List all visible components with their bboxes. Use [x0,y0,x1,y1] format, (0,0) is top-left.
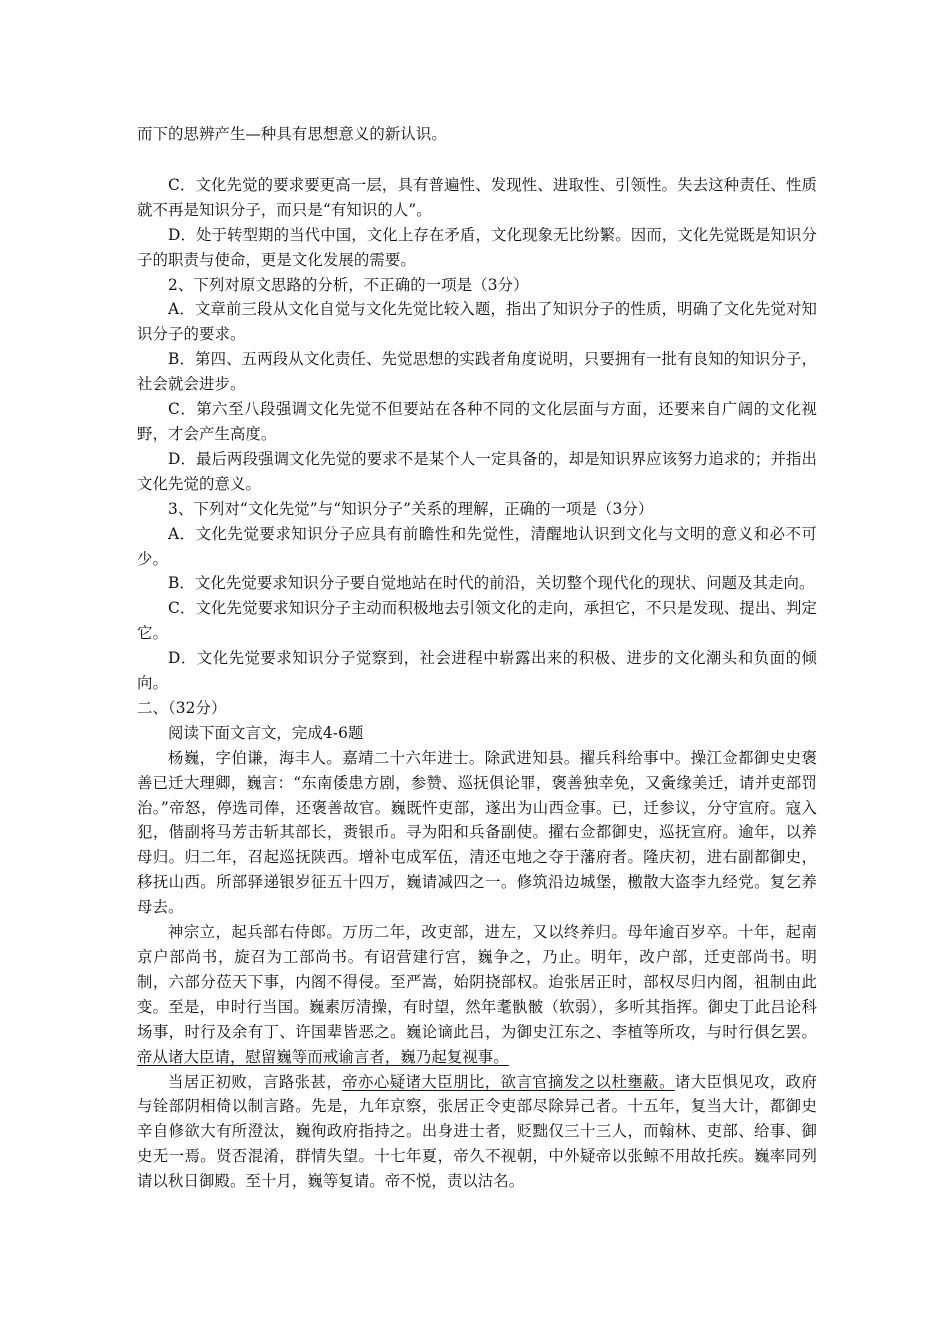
q3-option-d: D．文化先觉要求知识分子觉察到，社会进程中崭露出来的积极、进步的文化潮头和负面的倾向。 [137,649,817,693]
q1-option-c: C．文化先觉的要求要更高一层，具有普遍性、发现性、进取性、引领性。失去这种责任、性质就不再是知识分子，而只是“有知识的人”。 [137,175,817,219]
exam-page [137,122,817,1194]
classical-text-paragraph-3 [137,1070,817,1195]
paragraph-gap [137,147,817,173]
q2-option-b: B．第四、五两段从文化责任、先觉思想的实践者角度说明，只要拥有一批有良知的知识分子，社会就会进步。 [137,350,817,394]
section-instruction: 阅读下面文言文，完成4-6题 [168,723,364,742]
section-heading: 二、（32分） [137,698,227,717]
q2-option-d: D．最后两段强调文化先觉的要求不是某个人一定具备的，却是知识界应该努力追求的；并指出文化先觉的意义。 [137,449,817,493]
underlined-sentence-1: 帝从诸大臣请，慰留巍等而戒谕言者，巍乃起复视事。 [137,1047,509,1066]
classical-text-paragraph-1: 杨巍，字伯谦，海丰人。嘉靖二十六年进士。除武进知县。擢兵科给事中。操江佥都御史史褒善已迁大理卿，巍言：“东南倭患方剧，参赞、巡抚俱论罪，褒善独幸免，又夤缘美迁，请并吏部罚治。”帝怒，停选司俸，还褒善故官。巍既忤吏部，遂出为山西佥事。已，迁参议，分守宣府。寇入犯，偕副将马芳击斩其部长，赉银币。寻为阳和兵备副使。擢右佥都御史，巡抚宣府。逾年，以养母归。归二年，召起巡抚陕西。增补屯成军伍，清还屯地之夺于藩府者。隆庆初，进右副都御史，移抚山西。所部驿递银岁征五十四万，巍请减四之一。修筑沿边城堡，檄散大盗李九经党。复乞养母去。 [137,748,817,917]
q2-option-c: C．第六至八段强调文化先觉不但要站在各种不同的文化层面与方面，还要来自广阔的文化视野，才会产生高度。 [137,400,817,443]
q2-option-a: A．文章前三段从文化自觉与文化先觉比较入题，指出了知识分子的性质，明确了文化先觉对知识分子的要求。 [137,300,817,344]
q1-option-d: D．处于转型期的当代中国，文化上存在矛盾，文化现象无比纷繁。因而，文化先觉既是知识分子的职责与使命，更是文化发展的需要。 [137,225,817,269]
paragraph-3-text-before: 当居正初败，言路张甚， [168,1072,343,1091]
paragraph-3-text-after: 诸大臣惧见攻，政府与铨部阴相倚以制言路。先是，九年京察，张居正令吏部尽除异己者。十五年，复当大计，都御史辛自修欲大有所澄汰，巍徇政府指持之。出身进士者，贬黜仅三十三人，而翰林、吏部、给事、御史无一焉。贤否混淆，群情失望。十七年夏，帝久不视朝，中外疑帝以张鲸不用故托疾。巍率同列请以秋日御殿。至十月，巍等复请。帝不悦，责以沽名。 [137,1072,818,1191]
paragraph-2-text: 神宗立，起兵部右侍郎。万历二年，改吏部，进左，又以终养归。母年逾百岁卒。十年，起南京户部尚书，旋召为工部尚书。有诏营建行宫，巍争之，乃止。明年，改户部，迁吏部尚书。明制，六部分莅天下事，内阁不得侵。至严嵩，始阴挠部权。迨张居正时，部权尽归内阁，祖制由此变。至是，申时行当国。巍素厉清操，有时望，然年耄骫骳（软弱），多听其指挥。御史丁此吕论科场事，时行及余有丁、许国辈皆恶之。巍论谪此吕，为御史江东之、李植等所攻，与时行俱乞罢。 [137,923,817,1041]
q3-stem: 3、下列对“文化先觉”与“知识分子”关系的理解，正确的一项是（3分） [168,499,654,518]
q3-option-a: A．文化先觉要求知识分子应具有前瞻性和先觉性，清醒地认识到文化与文明的意义和必不可少。 [137,524,817,568]
lead-line: 而下的思辨产生—种具有思想意义的新认识。 [137,125,447,143]
underlined-sentence-2: 帝亦心疑诸大臣朋比，欲言官摘发之以杜壅蔽。 [342,1072,675,1091]
q2-stem: 2、下列对原文思路的分析，不正确的一项是（3分） [168,275,529,294]
q3-option-c: C．文化先觉要求知识分子主动而积极地去引领文化的走向，承担它，不只是发现、提出、判定它。 [137,599,817,643]
classical-text-paragraph-2 [137,920,817,1069]
q3-option-b: B．文化先觉要求知识分子要自觉地站在时代的前沿，关切整个现代化的现状、问题及其走向。 [168,574,815,593]
